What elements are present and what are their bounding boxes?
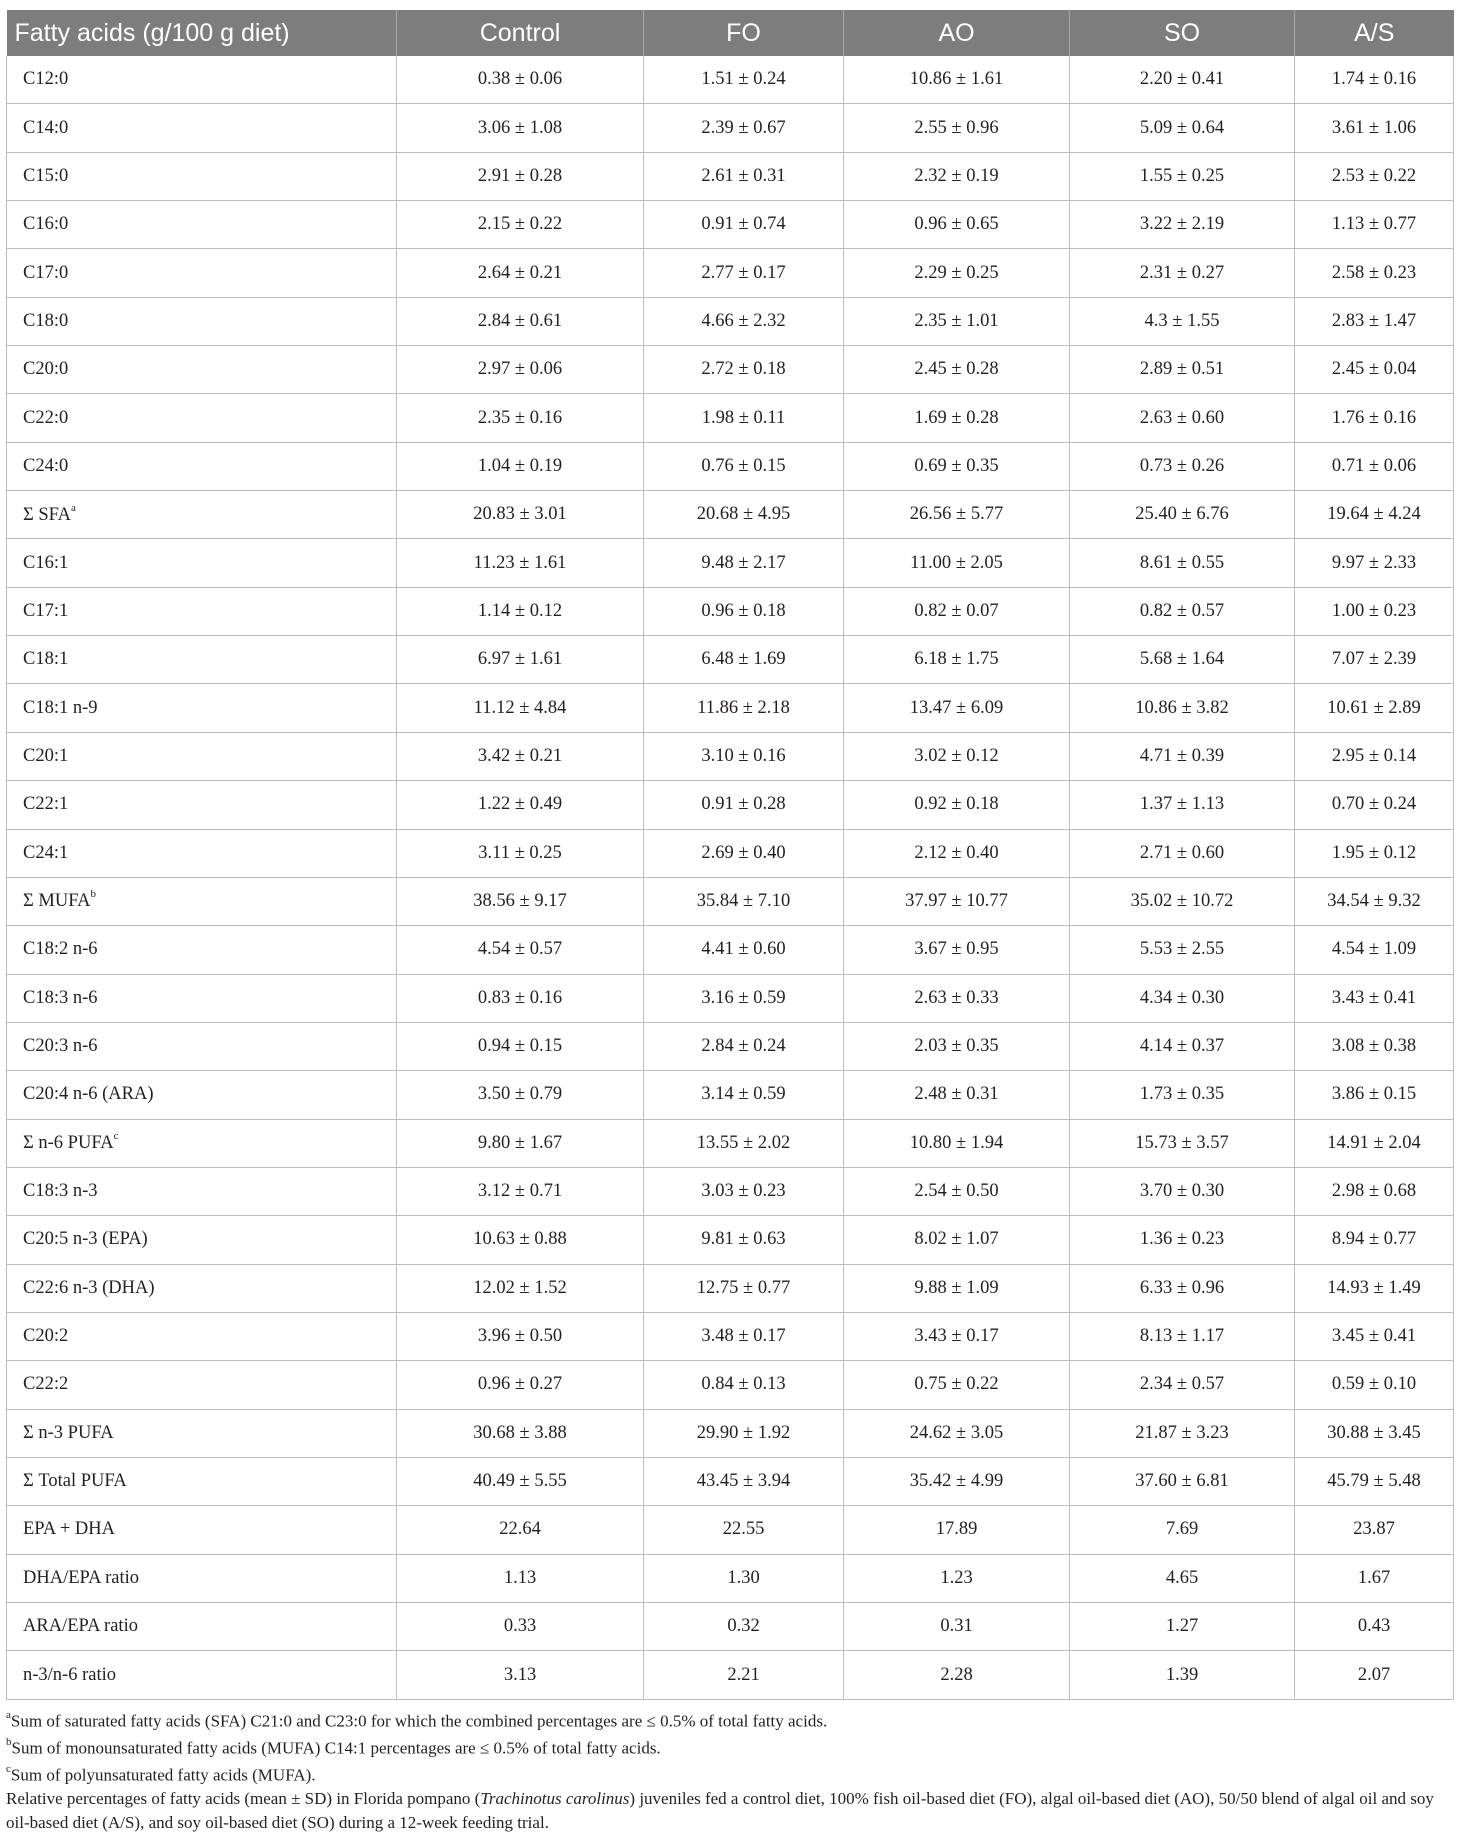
footnote-mark: b bbox=[90, 888, 96, 901]
table-cell: 0.38 ± 0.06 bbox=[397, 56, 644, 104]
table-cell: 19.64 ± 4.24 bbox=[1295, 491, 1454, 539]
table-cell: 0.92 ± 0.18 bbox=[844, 781, 1070, 829]
row-label-text: C20:0 bbox=[23, 359, 69, 380]
row-label bbox=[7, 926, 397, 974]
table-cell: 15.73 ± 3.57 bbox=[1070, 1119, 1295, 1167]
table-cell: 3.61 ± 1.06 bbox=[1295, 104, 1454, 152]
table-cell: 3.12 ± 0.71 bbox=[397, 1167, 644, 1215]
table-row bbox=[7, 1603, 1454, 1651]
table-cell: 20.68 ± 4.95 bbox=[644, 491, 844, 539]
table-cell: 3.02 ± 0.12 bbox=[844, 732, 1070, 780]
table-cell: 2.07 bbox=[1295, 1651, 1454, 1699]
row-label bbox=[7, 104, 397, 152]
table-cell: 13.47 ± 6.09 bbox=[844, 684, 1070, 732]
footnote-c bbox=[6, 1760, 1454, 1787]
table-row bbox=[7, 781, 1454, 829]
table-cell: 45.79 ± 5.48 bbox=[1295, 1457, 1454, 1505]
row-label bbox=[7, 201, 397, 249]
footnote-a bbox=[6, 1706, 1454, 1733]
row-label bbox=[7, 1603, 397, 1651]
table-row bbox=[7, 1264, 1454, 1312]
row-label bbox=[7, 539, 397, 587]
table-header bbox=[7, 10, 1454, 56]
table-row bbox=[7, 732, 1454, 780]
column-header-a-s: A/S bbox=[1295, 10, 1454, 56]
row-label bbox=[7, 1457, 397, 1505]
table-cell: 2.64 ± 0.21 bbox=[397, 249, 644, 297]
table-cell: 3.13 bbox=[397, 1651, 644, 1699]
table-cell: 7.69 bbox=[1070, 1506, 1295, 1554]
row-label bbox=[7, 829, 397, 877]
table-cell: 26.56 ± 5.77 bbox=[844, 491, 1070, 539]
row-label-text: C16:1 bbox=[23, 552, 69, 573]
row-label bbox=[7, 636, 397, 684]
table-row bbox=[7, 636, 1454, 684]
table-cell: 2.58 ± 0.23 bbox=[1295, 249, 1454, 297]
table-row bbox=[7, 1167, 1454, 1215]
table-cell: 40.49 ± 5.55 bbox=[397, 1457, 644, 1505]
table-cell: 0.69 ± 0.35 bbox=[844, 442, 1070, 490]
table-cell: 2.29 ± 0.25 bbox=[844, 249, 1070, 297]
table-cell: 0.91 ± 0.28 bbox=[644, 781, 844, 829]
row-label bbox=[7, 346, 397, 394]
table-cell: 7.07 ± 2.39 bbox=[1295, 636, 1454, 684]
table-cell: 2.95 ± 0.14 bbox=[1295, 732, 1454, 780]
row-label bbox=[7, 249, 397, 297]
table-cell: 20.83 ± 3.01 bbox=[397, 491, 644, 539]
table-cell: 1.39 bbox=[1070, 1651, 1295, 1699]
table-cell: 0.73 ± 0.26 bbox=[1070, 442, 1295, 490]
row-label-text: C22:6 n-3 (DHA) bbox=[23, 1277, 155, 1298]
row-label-text: C20:5 n-3 (EPA) bbox=[23, 1229, 148, 1250]
footnote-mark: a bbox=[70, 501, 76, 514]
table-cell: 1.22 ± 0.49 bbox=[397, 781, 644, 829]
table-cell: 2.12 ± 0.40 bbox=[844, 829, 1070, 877]
table-cell: 4.66 ± 2.32 bbox=[644, 297, 844, 345]
table-cell: 2.53 ± 0.22 bbox=[1295, 152, 1454, 200]
table-cell: 8.02 ± 1.07 bbox=[844, 1216, 1070, 1264]
table-cell: 0.70 ± 0.24 bbox=[1295, 781, 1454, 829]
table-cell: 0.76 ± 0.15 bbox=[644, 442, 844, 490]
row-label-text: C17:1 bbox=[23, 600, 69, 621]
table-cell: 2.97 ± 0.06 bbox=[397, 346, 644, 394]
table-cell: 2.63 ± 0.33 bbox=[844, 974, 1070, 1022]
table-cell: 35.42 ± 4.99 bbox=[844, 1457, 1070, 1505]
table-cell: 10.80 ± 1.94 bbox=[844, 1119, 1070, 1167]
table-cell: 30.88 ± 3.45 bbox=[1295, 1409, 1454, 1457]
row-label-text: C22:1 bbox=[23, 794, 69, 815]
table-cell: 3.10 ± 0.16 bbox=[644, 732, 844, 780]
table-cell: 1.73 ± 0.35 bbox=[1070, 1071, 1295, 1119]
table-cell: 1.95 ± 0.12 bbox=[1295, 829, 1454, 877]
table-cell: 2.61 ± 0.31 bbox=[644, 152, 844, 200]
table-cell: 2.35 ± 0.16 bbox=[397, 394, 644, 442]
table-cell: 4.34 ± 0.30 bbox=[1070, 974, 1295, 1022]
table-cell: 9.88 ± 1.09 bbox=[844, 1264, 1070, 1312]
table-cell: 3.03 ± 0.23 bbox=[644, 1167, 844, 1215]
row-label bbox=[7, 1554, 397, 1602]
table-cell: 1.13 bbox=[397, 1554, 644, 1602]
row-label-text: C20:3 n-6 bbox=[23, 1036, 98, 1057]
row-label bbox=[7, 974, 397, 1022]
table-cell: 0.32 bbox=[644, 1603, 844, 1651]
table-cell: 1.98 ± 0.11 bbox=[644, 394, 844, 442]
table-cell: 6.48 ± 1.69 bbox=[644, 636, 844, 684]
table-cell: 1.23 bbox=[844, 1554, 1070, 1602]
table-cell: 2.15 ± 0.22 bbox=[397, 201, 644, 249]
row-label-text: C17:0 bbox=[23, 262, 69, 283]
species-name: Trachinotus carolinus bbox=[480, 1789, 630, 1809]
table-row bbox=[7, 1554, 1454, 1602]
row-label-text: n-3/n-6 ratio bbox=[23, 1664, 116, 1685]
row-label-text: Σ MUFA bbox=[23, 891, 91, 912]
row-label-text: C20:2 bbox=[23, 1326, 69, 1347]
table-cell: 3.16 ± 0.59 bbox=[644, 974, 844, 1022]
table-cell: 0.33 bbox=[397, 1603, 644, 1651]
table-row bbox=[7, 1361, 1454, 1409]
table-cell: 1.27 bbox=[1070, 1603, 1295, 1651]
row-label-text: C22:0 bbox=[23, 407, 69, 428]
row-label bbox=[7, 732, 397, 780]
row-label-text: C22:2 bbox=[23, 1374, 69, 1395]
table-cell: 8.61 ± 0.55 bbox=[1070, 539, 1295, 587]
table-cell: 2.83 ± 1.47 bbox=[1295, 297, 1454, 345]
row-label bbox=[7, 491, 397, 539]
table-cell: 2.45 ± 0.04 bbox=[1295, 346, 1454, 394]
table-cell: 35.02 ± 10.72 bbox=[1070, 877, 1295, 925]
row-label-text: Σ Total PUFA bbox=[23, 1471, 127, 1492]
table-cell: 2.45 ± 0.28 bbox=[844, 346, 1070, 394]
table-cell: 43.45 ± 3.94 bbox=[644, 1457, 844, 1505]
table-cell: 4.3 ± 1.55 bbox=[1070, 297, 1295, 345]
table-cell: 0.82 ± 0.57 bbox=[1070, 587, 1295, 635]
table-cell: 1.14 ± 0.12 bbox=[397, 587, 644, 635]
table-row bbox=[7, 829, 1454, 877]
table-cell: 3.96 ± 0.50 bbox=[397, 1312, 644, 1360]
row-label-text: C24:0 bbox=[23, 455, 69, 476]
table-cell: 1.67 bbox=[1295, 1554, 1454, 1602]
table-cell: 2.03 ± 0.35 bbox=[844, 1022, 1070, 1070]
table-cell: 8.13 ± 1.17 bbox=[1070, 1312, 1295, 1360]
table-cell: 10.86 ± 1.61 bbox=[844, 56, 1070, 104]
row-label bbox=[7, 1409, 397, 1457]
table-cell: 3.45 ± 0.41 bbox=[1295, 1312, 1454, 1360]
row-label bbox=[7, 1506, 397, 1554]
table-cell: 1.30 bbox=[644, 1554, 844, 1602]
table-cell: 9.48 ± 2.17 bbox=[644, 539, 844, 587]
table-row bbox=[7, 1216, 1454, 1264]
table-cell: 2.31 ± 0.27 bbox=[1070, 249, 1295, 297]
row-label-text: C18:3 n-6 bbox=[23, 987, 98, 1008]
row-label-text: C14:0 bbox=[23, 117, 69, 138]
row-label-text: C18:1 bbox=[23, 649, 69, 670]
table-cell: 3.67 ± 0.95 bbox=[844, 926, 1070, 974]
table-cell: 25.40 ± 6.76 bbox=[1070, 491, 1295, 539]
table-cell: 29.90 ± 1.92 bbox=[644, 1409, 844, 1457]
table-cell: 0.31 bbox=[844, 1603, 1070, 1651]
row-label-text: C18:2 n-6 bbox=[23, 939, 98, 960]
table-cell: 2.39 ± 0.67 bbox=[644, 104, 844, 152]
table-cell: 0.59 ± 0.10 bbox=[1295, 1361, 1454, 1409]
table-row bbox=[7, 297, 1454, 345]
table-cell: 22.64 bbox=[397, 1506, 644, 1554]
row-label bbox=[7, 587, 397, 635]
row-label bbox=[7, 877, 397, 925]
column-header-label: Fatty acids (g/100 g diet) bbox=[7, 10, 397, 56]
table-cell: 3.14 ± 0.59 bbox=[644, 1071, 844, 1119]
row-label-text: C20:1 bbox=[23, 745, 69, 766]
table-cell: 2.84 ± 0.24 bbox=[644, 1022, 844, 1070]
table-cell: 35.84 ± 7.10 bbox=[644, 877, 844, 925]
table-cell: 1.55 ± 0.25 bbox=[1070, 152, 1295, 200]
table-row bbox=[7, 877, 1454, 925]
table-cell: 3.86 ± 0.15 bbox=[1295, 1071, 1454, 1119]
table-cell: 4.54 ± 1.09 bbox=[1295, 926, 1454, 974]
table-notes bbox=[6, 1706, 1454, 1834]
row-label bbox=[7, 442, 397, 490]
table-row bbox=[7, 152, 1454, 200]
column-header-fo: FO bbox=[644, 10, 844, 56]
table-cell: 1.37 ± 1.13 bbox=[1070, 781, 1295, 829]
table-cell: 1.36 ± 0.23 bbox=[1070, 1216, 1295, 1264]
row-label bbox=[7, 1312, 397, 1360]
row-label-text: C12:0 bbox=[23, 69, 69, 90]
table-cell: 4.71 ± 0.39 bbox=[1070, 732, 1295, 780]
row-label bbox=[7, 1216, 397, 1264]
table-cell: 34.54 ± 9.32 bbox=[1295, 877, 1454, 925]
table-cell: 23.87 bbox=[1295, 1506, 1454, 1554]
caption-text: ) juveniles fed a control diet, 100% fish oil-based diet (FO), algal oil-based diet (AO), 50/50 blend of algal oil and soy oil-based diet (A/S), and soy oil-based diet (SO) during a 12-week feeding trial. bbox=[6, 1789, 1434, 1832]
table-cell: 3.11 ± 0.25 bbox=[397, 829, 644, 877]
table-cell: 4.54 ± 0.57 bbox=[397, 926, 644, 974]
table-cell: 3.43 ± 0.41 bbox=[1295, 974, 1454, 1022]
table-cell: 9.81 ± 0.63 bbox=[644, 1216, 844, 1264]
footnote-text: Sum of saturated fatty acids (SFA) C21:0 and C23:0 for which the combined percentages are ≤ 0.5% of total fatty acids. bbox=[10, 1711, 828, 1731]
table-row bbox=[7, 926, 1454, 974]
table-cell: 2.69 ± 0.40 bbox=[644, 829, 844, 877]
table-cell: 6.33 ± 0.96 bbox=[1070, 1264, 1295, 1312]
table-cell: 30.68 ± 3.88 bbox=[397, 1409, 644, 1457]
table-cell: 3.42 ± 0.21 bbox=[397, 732, 644, 780]
table-cell: 2.21 bbox=[644, 1651, 844, 1699]
table-cell: 2.55 ± 0.96 bbox=[844, 104, 1070, 152]
table-row bbox=[7, 684, 1454, 732]
row-label bbox=[7, 297, 397, 345]
row-label bbox=[7, 1651, 397, 1699]
table-row bbox=[7, 1022, 1454, 1070]
table-row bbox=[7, 249, 1454, 297]
table-cell: 22.55 bbox=[644, 1506, 844, 1554]
table-cell: 2.20 ± 0.41 bbox=[1070, 56, 1295, 104]
row-label bbox=[7, 394, 397, 442]
table-cell: 2.54 ± 0.50 bbox=[844, 1167, 1070, 1215]
table-cell: 11.00 ± 2.05 bbox=[844, 539, 1070, 587]
table-cell: 11.86 ± 2.18 bbox=[644, 684, 844, 732]
table-cell: 24.62 ± 3.05 bbox=[844, 1409, 1070, 1457]
table-cell: 5.09 ± 0.64 bbox=[1070, 104, 1295, 152]
row-label-text: ARA/EPA ratio bbox=[23, 1616, 138, 1637]
table-cell: 12.02 ± 1.52 bbox=[397, 1264, 644, 1312]
table-cell: 2.91 ± 0.28 bbox=[397, 152, 644, 200]
row-label bbox=[7, 152, 397, 200]
row-label-text: Σ n-3 PUFA bbox=[23, 1422, 114, 1443]
table-cell: 3.48 ± 0.17 bbox=[644, 1312, 844, 1360]
table-row bbox=[7, 587, 1454, 635]
table-cell: 10.86 ± 3.82 bbox=[1070, 684, 1295, 732]
table-cell: 9.80 ± 1.67 bbox=[397, 1119, 644, 1167]
table-row bbox=[7, 394, 1454, 442]
row-label-text: C24:1 bbox=[23, 842, 69, 863]
table-row bbox=[7, 974, 1454, 1022]
table-cell: 2.72 ± 0.18 bbox=[644, 346, 844, 394]
table-row bbox=[7, 1409, 1454, 1457]
caption-text: Relative percentages of fatty acids (mean ± SD) in Florida pompano ( bbox=[6, 1789, 481, 1809]
table-cell: 2.32 ± 0.19 bbox=[844, 152, 1070, 200]
table-cell: 3.43 ± 0.17 bbox=[844, 1312, 1070, 1360]
table-cell: 5.68 ± 1.64 bbox=[1070, 636, 1295, 684]
table-cell: 1.51 ± 0.24 bbox=[644, 56, 844, 104]
table-cell: 2.63 ± 0.60 bbox=[1070, 394, 1295, 442]
table-cell: 2.84 ± 0.61 bbox=[397, 297, 644, 345]
table-cell: 0.71 ± 0.06 bbox=[1295, 442, 1454, 490]
table-cell: 3.08 ± 0.38 bbox=[1295, 1022, 1454, 1070]
table-cell: 1.76 ± 0.16 bbox=[1295, 394, 1454, 442]
row-label-text: C18:0 bbox=[23, 310, 69, 331]
table-cell: 1.04 ± 0.19 bbox=[397, 442, 644, 490]
table-row bbox=[7, 56, 1454, 104]
row-label-text: Σ SFA bbox=[23, 504, 71, 525]
row-label bbox=[7, 56, 397, 104]
table-cell: 3.70 ± 0.30 bbox=[1070, 1167, 1295, 1215]
table-row bbox=[7, 346, 1454, 394]
row-label-text: C20:4 n-6 (ARA) bbox=[23, 1084, 154, 1105]
column-header-ao: AO bbox=[844, 10, 1070, 56]
row-label bbox=[7, 1119, 397, 1167]
row-label bbox=[7, 1264, 397, 1312]
row-label-text: C15:0 bbox=[23, 165, 69, 186]
footnote-text: Sum of monounsaturated fatty acids (MUFA) C14:1 percentages are ≤ 0.5% of total fatty acids. bbox=[11, 1738, 661, 1758]
row-label-text: C18:1 n-9 bbox=[23, 697, 98, 718]
table-cell: 6.18 ± 1.75 bbox=[844, 636, 1070, 684]
table-cell: 12.75 ± 0.77 bbox=[644, 1264, 844, 1312]
footnote-b bbox=[6, 1733, 1454, 1760]
table-cell: 0.83 ± 0.16 bbox=[397, 974, 644, 1022]
table-cell: 0.96 ± 0.65 bbox=[844, 201, 1070, 249]
table-cell: 0.96 ± 0.18 bbox=[644, 587, 844, 635]
table-cell: 4.65 bbox=[1070, 1554, 1295, 1602]
table-cell: 38.56 ± 9.17 bbox=[397, 877, 644, 925]
table-cell: 2.35 ± 1.01 bbox=[844, 297, 1070, 345]
row-label bbox=[7, 1361, 397, 1409]
table-cell: 10.61 ± 2.89 bbox=[1295, 684, 1454, 732]
table-cell: 8.94 ± 0.77 bbox=[1295, 1216, 1454, 1264]
table-row bbox=[7, 1457, 1454, 1505]
footnote-mark: a bbox=[6, 1709, 11, 1721]
table-cell: 1.13 ± 0.77 bbox=[1295, 201, 1454, 249]
table-cell: 1.74 ± 0.16 bbox=[1295, 56, 1454, 104]
row-label bbox=[7, 1071, 397, 1119]
row-label-text: C16:0 bbox=[23, 214, 69, 235]
table-cell: 0.84 ± 0.13 bbox=[644, 1361, 844, 1409]
table-cell: 0.91 ± 0.74 bbox=[644, 201, 844, 249]
table-cell: 14.91 ± 2.04 bbox=[1295, 1119, 1454, 1167]
row-label-text: Σ n-6 PUFA bbox=[23, 1133, 114, 1154]
table-cell: 0.75 ± 0.22 bbox=[844, 1361, 1070, 1409]
header-row bbox=[7, 10, 1454, 56]
table-cell: 2.89 ± 0.51 bbox=[1070, 346, 1295, 394]
table-caption bbox=[6, 1787, 1454, 1834]
table-row bbox=[7, 442, 1454, 490]
row-label-text: EPA + DHA bbox=[23, 1519, 115, 1540]
table-cell: 1.00 ± 0.23 bbox=[1295, 587, 1454, 635]
table-cell: 11.12 ± 4.84 bbox=[397, 684, 644, 732]
table-cell: 2.28 bbox=[844, 1651, 1070, 1699]
table-cell: 2.77 ± 0.17 bbox=[644, 249, 844, 297]
table-cell: 13.55 ± 2.02 bbox=[644, 1119, 844, 1167]
table-cell: 0.43 bbox=[1295, 1603, 1454, 1651]
table-cell: 11.23 ± 1.61 bbox=[397, 539, 644, 587]
row-label bbox=[7, 684, 397, 732]
table-cell: 4.14 ± 0.37 bbox=[1070, 1022, 1295, 1070]
table-cell: 3.50 ± 0.79 bbox=[397, 1071, 644, 1119]
row-label-text: DHA/EPA ratio bbox=[23, 1567, 139, 1588]
row-label bbox=[7, 1022, 397, 1070]
table-row bbox=[7, 1071, 1454, 1119]
column-header-so: SO bbox=[1070, 10, 1295, 56]
table-cell: 37.60 ± 6.81 bbox=[1070, 1457, 1295, 1505]
footnote-mark: b bbox=[6, 1736, 12, 1749]
table-cell: 10.63 ± 0.88 bbox=[397, 1216, 644, 1264]
footnote-mark: c bbox=[113, 1130, 119, 1143]
row-label bbox=[7, 781, 397, 829]
table-row bbox=[7, 201, 1454, 249]
table-cell: 17.89 bbox=[844, 1506, 1070, 1554]
column-header-control: Control bbox=[397, 10, 644, 56]
table-cell: 9.97 ± 2.33 bbox=[1295, 539, 1454, 587]
table-row bbox=[7, 104, 1454, 152]
fatty-acid-table bbox=[6, 10, 1454, 1700]
table-cell: 2.98 ± 0.68 bbox=[1295, 1167, 1454, 1215]
footnote-mark: c bbox=[6, 1763, 11, 1776]
table-cell: 1.69 ± 0.28 bbox=[844, 394, 1070, 442]
table-cell: 0.96 ± 0.27 bbox=[397, 1361, 644, 1409]
table-cell: 4.41 ± 0.60 bbox=[644, 926, 844, 974]
table-cell: 21.87 ± 3.23 bbox=[1070, 1409, 1295, 1457]
table-cell: 0.94 ± 0.15 bbox=[397, 1022, 644, 1070]
table-cell: 2.48 ± 0.31 bbox=[844, 1071, 1070, 1119]
table-row bbox=[7, 1119, 1454, 1167]
table-cell: 3.22 ± 2.19 bbox=[1070, 201, 1295, 249]
row-label bbox=[7, 1167, 397, 1215]
table-row bbox=[7, 539, 1454, 587]
table-cell: 6.97 ± 1.61 bbox=[397, 636, 644, 684]
table-row bbox=[7, 1312, 1454, 1360]
table-cell: 0.82 ± 0.07 bbox=[844, 587, 1070, 635]
table-cell: 2.71 ± 0.60 bbox=[1070, 829, 1295, 877]
table-row bbox=[7, 1651, 1454, 1699]
table-body bbox=[7, 56, 1454, 1699]
row-label-text: C18:3 n-3 bbox=[23, 1181, 98, 1202]
table-row bbox=[7, 1506, 1454, 1554]
table-cell: 37.97 ± 10.77 bbox=[844, 877, 1070, 925]
table-cell: 2.34 ± 0.57 bbox=[1070, 1361, 1295, 1409]
table-cell: 5.53 ± 2.55 bbox=[1070, 926, 1295, 974]
table-row bbox=[7, 491, 1454, 539]
footnote-text: Sum of polyunsaturated fatty acids (MUFA). bbox=[10, 1765, 316, 1785]
table-cell: 3.06 ± 1.08 bbox=[397, 104, 644, 152]
table-cell: 14.93 ± 1.49 bbox=[1295, 1264, 1454, 1312]
